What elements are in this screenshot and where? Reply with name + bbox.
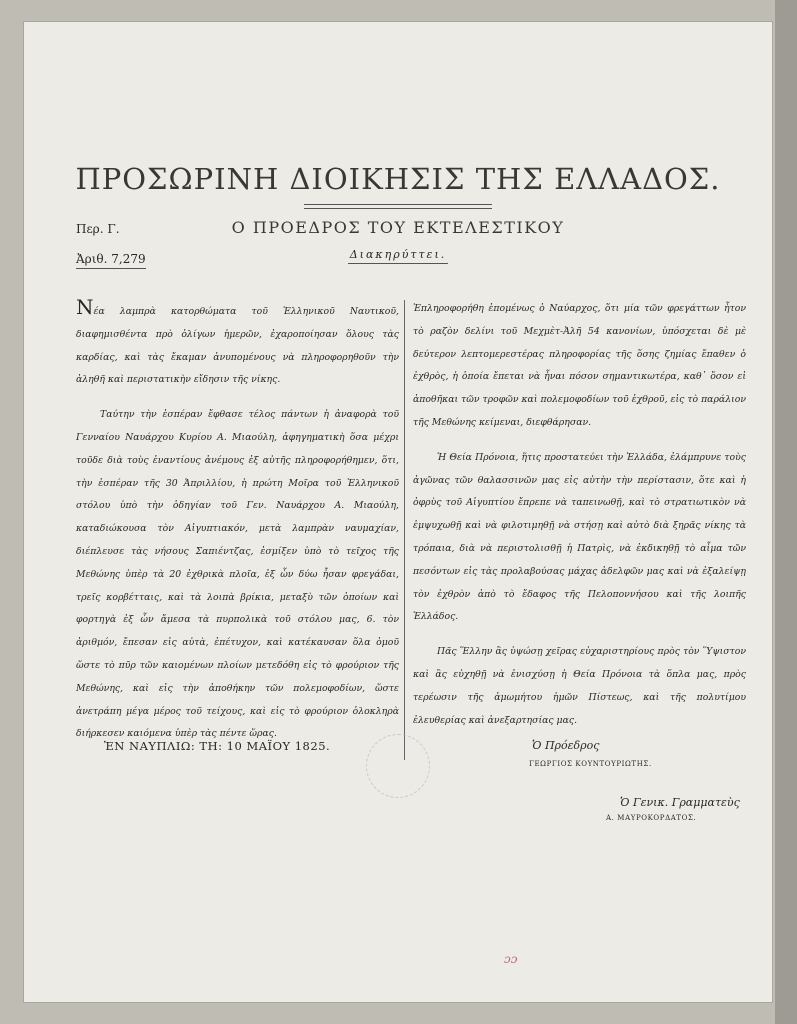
document-subtitle: Ο ΠΡΟΕΔΡΟΣ ΤΟΥ ΕΚΤΕΛΕΣΤΙΚΟΥ [231,218,565,237]
document-page [24,22,772,1002]
paragraph: Ἡ Θεία Πρόνοια, ἥτις προστατεύει τὴν Ἑλλάδα, ἐλάμπρυνε τοὺς ἀγῶνας τῶν θαλασσινῶν μας εἰς αὐτὴν τὴν περίστασιν, ὅτε καὶ ἡ ὀφρὺς τοῦ Αἰγυπτίου ἔπρεπε νὰ ταπεινωθῇ, καὶ τὸ στρατιωτικὸν νὰ ἐμψυχωθῇ καὶ νὰ φιλοτιμηθῇ νὰ στήσῃ καὶ αὐτὸ διὰ ξηρᾶς νίκης τὰ τρόπαια, διὰ νὰ περιστολισθῇ ἡ Πατρὶς, νὰ ἐκδικηθῇ τὸ αἷμα τῶν πεσόντων εἰς τὰς προλαβούσας μάχας ἀδελφῶν μας καὶ νὰ ἐξαλείψῃ τὸν ἐχθρὸν ἀπὸ τὸ ἔδαφος τῆς Πελοποννήσου καὶ τῆς λοιπῆς Ἑλλάδος. [413,451,746,623]
document-header-title: ΠΡΟΣΩΡΙΝΗ ΔΙΟΙΚΗΣΙΣ ΤΗΣ ΕΛΛΑΔΟΣ. [75,162,721,196]
library-stamp [366,734,430,798]
margin-mark: ɔɔ [504,952,518,966]
reference-period: Περ. Γ. [76,222,120,236]
paragraph-text: έα λαμπρὰ κατορθώματα τοῦ Ἑλληνικοῦ Ναυτικοῦ, διαφημισθέντα πρὸ ὀλίγων ἡμερῶν, ἐχαροποίησαν ὅλους τὰς καρδίας, καὶ τὰς ἔκαμαν ἀνυπομένους νὰ πληροφορηθοῦν τὴν ἀληθῆ καὶ περιστατικὴν εἴδησιν τῆς νίκης. [76,306,399,386]
left-text-column [76,295,399,758]
secretary-label: Ὁ Γενικ. Γραμματεὺς [620,796,740,809]
paragraph: Πᾶς Ἕλλην ἂς ὑψώσῃ χεῖρας εὐχαριστηρίους πρὸς τὸν Ὕψιστον καὶ ἂς εὐχηθῇ νὰ ἐνισχύσῃ ἡ Θεία Πρόνοια τὰ ὅπλα μας, πρὸς τερέωσιν τῆς ἀμωμήτου ἡμῶν Πίστεως, καὶ τῆς πολυτίμου ἐλευθερίας καὶ ἀνεξαρτησίας μας. [413,646,746,726]
column-divider [404,300,405,760]
president-label: Ὁ Πρόεδρος [532,739,600,752]
right-text-column [413,298,746,744]
proclamation-verb [24,248,772,261]
dateline: ἘΝ ΝΑΥΠΛΙΩ: ΤΗ: 10 ΜΑΪΟΥ 1825. [104,739,331,753]
paragraph [76,295,399,392]
president-name: ΓΕΩΡΓΙΟΣ ΚΟΥΝΤΟΥΡΙΩΤΗΣ. [529,760,652,768]
reference-number: Ἀριθ. 7,279 [76,252,146,269]
drop-cap: Ν [76,295,94,319]
paragraph: Ταύτην τὴν ἑσπέραν ἔφθασε τέλος πάντων ἡ ἀναφορὰ τοῦ Γενναίου Ναυάρχου Κυρίου Α. Μιαούλη, ἀφηγηματικὴ ὅσα μέχρι τοῦδε διὰ τοὺς ἐναντίους ἀνέμους ἐξ αὐτῆς πληροφορήθημεν, ὅτι, τὴν ἑσπέραν τῆς 30 Ἀπριλλίου, ἡ πρώτη Μοῖρα τοῦ Ἑλληνικοῦ στόλου ὑπὸ τὴν ὁδηγίαν τοῦ Γεν. Ναυάρχου Α. Μιαούλη, καταδιώκουσα τὸν Αἰγυπτιακόν, μετὰ λαμπρὰν ναυμαχίαν, διέπλευσε τὰς νήσους Σαπιέντζας, ἐσμίξεν ὑπὸ τὸ τεῖχος τῆς Μεθώνης ὑπὲρ τὰ 20 ἐχθρικὰ πλοῖα, ἐξ ὧν δύω ἦσαν φρεγάδαι, τρεῖς κορβέτταις, καὶ τὰ λοιπὰ βρίκια, μεταξὺ τῶν ὁποίων καὶ φορτηγὰ ἐξ ὧν ἄμεσα τὰ πυρπολικὰ τοῦ στόλου μας, 6. τὸν ἀριθμόν, ἔπεσαν εἰς αὐτὰ, ἐπέτυχον, καὶ κατέκαυσαν ὅλα ὁμοῦ ὥστε τὸ πῦρ τῶν καιομένων πλοίων μετεδόθη εἰς τὸ φρούριον τῆς Μεθώνης, καὶ εἰς τὴν ἀποθήκην τῶν πολεμοφοδίων, ὥστε ἀνετράπη μέγα μέρος τοῦ τείχους, καὶ εἰς τὸ φρούριον ὁλοκληρὰ διήρκεσεν καιόμενα ὑπὲρ τὰς πέντε ὥρας. [76,409,399,740]
secretary-name: Α. ΜΑΥΡΟΚΟΡΔΑΤΟΣ. [606,814,697,822]
proclaims-text: Διακηρύττει. [348,248,449,264]
paragraph: Ἐπληροφορήθη ἐπομένως ὁ Ναύαρχος, ὅτι μία τῶν φρεγάττων ἦτον τὸ ραζὸν δελίνι τοῦ Μεχμὲτ-Ἀλῆ 54 κανονίων, ὑπόσχεται δὲ μὲ δεύτερον λεπτομερεστέρας πληροφορίας τῆς ὅσης ζημίας ἔπαθεν ὁ ἐχθρὸς, ἡ ὁποία ἔπεται νὰ ἦναι πόσον σημαντικωτέρα, καθ᾽ ὅσον εἰ ἀποθῆκαι τῶν τροφῶν καὶ πολεμοφοδίων τοῦ ἐχθροῦ, εἰς τὸ παράλιον τῆς Μεθώνης κείμεναι, διεφθάρησαν. [413,303,746,428]
header-rule [304,204,492,209]
scan-edge-strip [775,0,797,1024]
